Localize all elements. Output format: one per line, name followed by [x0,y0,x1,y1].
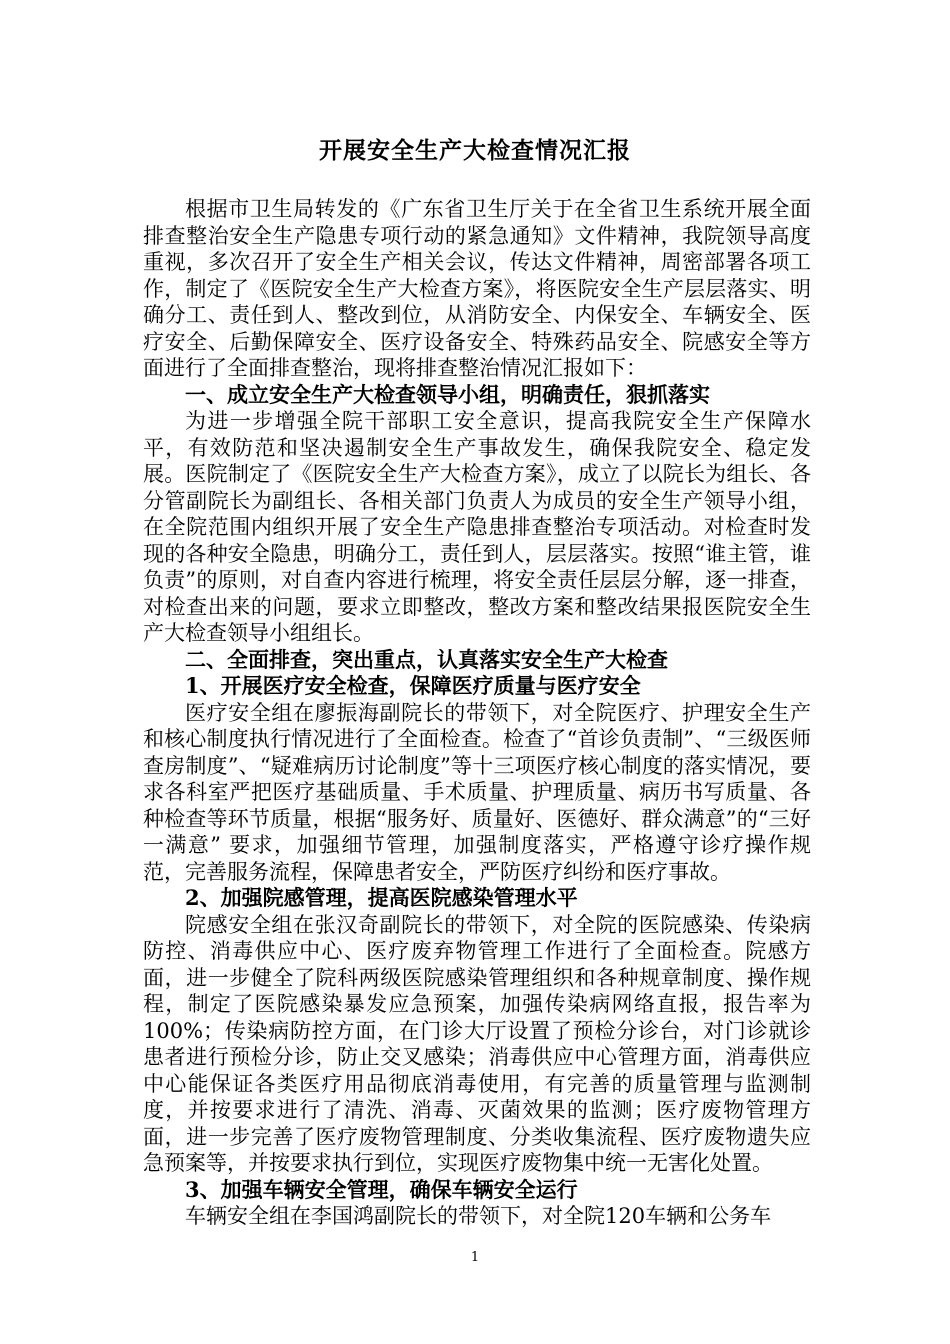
section-2-heading: 二、全面排查，突出重点，认真落实安全生产大检查 [185,646,668,672]
intro-paragraph: 根据市卫生局转发的《广东省卫生厅关于在全省卫生系统开展全面排查整治安全生产隐患专项行动的紧急通知》文件精神，我院领导高度重视，多次召开了安全生产相关会议，传达文件精神，周密部署各项工作，制定了《医院安全生产大检查方案》，将医院安全生产层层落实、明确分工、责任到人、整改到位，从消防安全、内保安全、车辆安全、医疗安全、后勤保障安全、医疗设备安全、特殊药品安全、院感安全等方面进行了全面排查整治，现将排查整治情况汇报如下： [143,197,811,380]
subsection-2-paragraph: 院感安全组在张汉奇副院长的带领下，对全院的医院感染、传染病防控、消毒供应中心、医疗废弃物管理工作进行了全面检查。院感方面，进一步健全了院科两级医院感染管理组织和各种规章制度、操作规程，制定了医院感染暴发应急预案，加强传染病网络直报，报告率为100%；传染病防控方面，在门诊大厅设置了预检分诊台，对门诊就诊患者进行预检分诊，防止交叉感染；消毒供应中心管理方面，消毒供应中心能保证各类医疗用品彻底消毒使用，有完善的质量管理与监测制度，并按要求进行了清洗、消毒、灭菌效果的监测；医疗废物管理方面，进一步完善了医疗废物管理制度、分类收集流程、医疗废物遗失应急预案等，并按要求执行到位，实现医疗废物集中统一无害化处置。 [143,912,811,1175]
page-number: 1 [470,1250,480,1265]
subsection-1-paragraph: 医疗安全组在廖振海副院长的带领下，对全院医疗、护理安全生产和核心制度执行情况进行了全面检查。检查了“首诊负责制”、“三级医师查房制度”、“疑难病历讨论制度”等十三项医疗核心制度的落实情况，要求各科室严把医疗基础质量、手术质量、护理质量、病历书写质量、各种检查等环节质量，根据“服务好、质量好、医德好、群众满意”的“三好一满意” 要求，加强细节管理，加强制度落实，严格遵守诊疗操作规范，完善服务流程，保障患者安全，严防医疗纠纷和医疗事故。 [143,700,811,884]
subsection-1-heading: 1、开展医疗安全检查，保障医疗质量与医疗安全 [185,673,641,698]
document-title: 开展安全生产大检查情况汇报 [319,138,631,164]
document-body [143,196,811,1230]
section-1-paragraph: 为进一步增强全院干部职工安全意识，提高我院安全生产保障水平，有效防范和坚决遏制安全生产事故发生，确保我院安全、稳定发展。医院制定了《医院安全生产大检查方案》，成立了以院长为组长、各分管副院长为副组长、各相关部门负责人为成员的安全生产领导小组，在全院范围内组织开展了安全生产隐患排查整治专项活动。对检查时发现的各种安全隐患，明确分工，责任到人，层层落实。按照“谁主管，谁负责”的原则，对自查内容进行梳理，将安全责任层层分解，逐一排查，对检查出来的问题，要求立即整改，整改方案和整改结果报医院安全生产大检查领导小组组长。 [143,409,811,645]
subsection-2-heading: 2、加强院感管理，提高医院感染管理水平 [185,885,578,910]
subsection-3-paragraph: 车辆安全组在李国鸿副院长的带领下，对全院120车辆和公务车 [185,1204,772,1228]
subsection-3-heading: 3、加强车辆安全管理，确保车辆安全运行 [185,1176,578,1202]
section-1-heading: 一、成立安全生产大检查领导小组，明确责任，狠抓落实 [185,381,710,407]
